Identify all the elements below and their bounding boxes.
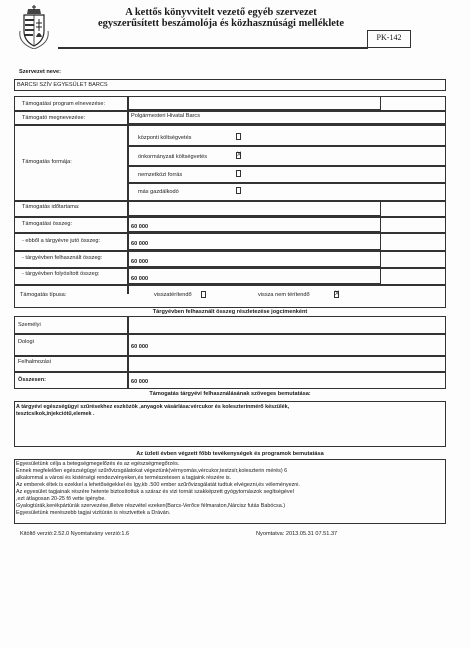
activity-line: Az egyesület tagjainak részére hetente biztosítottuk a száraz és vizi tornát szakképzett gyógytornászok segítségével xyxy=(16,489,294,495)
breakdown-value: 60 000 xyxy=(131,344,149,350)
form-option-checkbox[interactable] xyxy=(236,170,241,177)
donor-value: Polgármesteri Hivatal Barcs xyxy=(131,113,201,119)
header-rule xyxy=(58,47,368,49)
row-line xyxy=(14,371,446,373)
form-option-checkbox[interactable]: X xyxy=(237,152,242,158)
activity-line: Ennek megfelelően egészségügyi szűrővizsgálatokat végeztünk(vérnyomás,vércukor,testzsír,koleszterin mérés) 6 xyxy=(16,468,288,474)
year-share-field xyxy=(127,232,381,250)
donor-label: Támogató megnevezése: xyxy=(22,115,86,121)
duration-label: Támogatás időtartama: xyxy=(22,204,80,210)
footer-printed: Nyomtatva: 2013.05.31 07.51.37 xyxy=(256,531,338,537)
breakdown-table xyxy=(14,316,446,389)
row-line xyxy=(127,165,446,167)
form-code: PK-142 xyxy=(376,33,402,42)
total-label: Összesen: xyxy=(18,377,46,383)
amount-field xyxy=(127,216,381,232)
used-field xyxy=(127,250,381,267)
activity-line: Gyalogtúrák,kerékpártúrák szervezése,illetve részvétel ezeken(Barcs-Verőce félmaraton,Nárcisz futás Babócsa.) xyxy=(16,503,286,509)
usage-line: A tárgyévi egészségügyi szűrésekhez eszközök ,anyagok vásárlása:vércukor és koleszterinmérő készülék, xyxy=(16,404,290,410)
type-label: Támogatás típusa: xyxy=(20,292,67,298)
used-value: 60 000 xyxy=(131,259,149,265)
row-line xyxy=(127,145,446,147)
usage-line: tesztcsíkok,injekciótű,elemek . xyxy=(16,411,95,417)
form-option-label: önkormányzati költségvetés xyxy=(138,154,208,160)
row-line xyxy=(14,284,446,286)
footer-versions: Kitöltő verzió:2.52.0 Nyomtatvány verzió:1.6 xyxy=(20,531,130,537)
activity-line: Egyesületünk célja a betegségmegelőzés és az egészségmegőrzés. xyxy=(16,461,180,467)
activity-line: Az emberek éltek is ezekkel a lehetőségekkel és így,kb .500 ember szűrővizsgálatát tudtuk elvégezni,és véleményezni. xyxy=(16,482,300,488)
type-nonreturnable-checkbox[interactable]: X xyxy=(335,291,340,297)
type-nonreturnable-label: vissza nem térítendő xyxy=(258,292,310,298)
form-option-checkbox[interactable] xyxy=(236,187,241,194)
year-share-label: - ebből a tárgyévre jutó összeg: xyxy=(22,238,101,244)
support-form-label: Támogatás formája: xyxy=(22,159,72,165)
year-share-value: 60 000 xyxy=(131,241,149,247)
type-returnable-checkbox[interactable] xyxy=(201,291,206,298)
activity-line: ,ezt átlagosan 20-25 fő vette igénybe. xyxy=(16,496,106,502)
org-name-label: Szervezet neve: xyxy=(19,69,61,75)
breakdown-title: Tárgyévben felhasznált összeg részletezése jogcímenként xyxy=(152,309,308,315)
form-title xyxy=(72,7,370,29)
paid-value: 60 000 xyxy=(131,276,149,282)
form-title-line1: A kettős könyvvitelt vezető egyéb szervezet xyxy=(125,7,317,18)
paid-label: - tárgyévben folyósított összeg: xyxy=(22,271,100,277)
form-option-label: nemzetközi forrás xyxy=(138,172,183,178)
form-title-line2: egyszerűsített beszámolója és közhasznúsági melléklete xyxy=(97,18,345,29)
org-name-value: BARCSI SZÍV EGYESÜLET BARCS xyxy=(17,82,108,88)
used-label: - tárgyévben felhasznált összeg: xyxy=(22,255,103,261)
row-line xyxy=(127,182,446,184)
amount-label: Támogatási összeg: xyxy=(22,221,73,227)
usage-title: Támogatás tárgyévi felhasználásának szöveges bemutatása: xyxy=(149,391,311,397)
breakdown-divider xyxy=(127,316,129,389)
paid-field xyxy=(127,267,381,284)
duration-field xyxy=(127,200,381,216)
breakdown-label: Dologi xyxy=(18,339,34,345)
activities-title: Az üzleti évben végzett főbb tevékenységek és programok bemutatása xyxy=(136,451,324,457)
amount-value: 60 000 xyxy=(131,224,149,230)
row-line xyxy=(14,355,446,357)
row-line xyxy=(14,333,446,335)
form-option-label: más gazdálkodó xyxy=(138,189,179,195)
activity-line: Egyesületünk merészebb tagjai vizitúrán is résztvettek a Dráván. xyxy=(16,510,171,516)
breakdown-label: Felhalmozási xyxy=(18,359,51,365)
program-label: Támogatási program elnevezése: xyxy=(22,101,106,107)
breakdown-label: Személyi xyxy=(18,322,41,328)
form-option-label: központi költségvetés xyxy=(138,135,192,141)
type-returnable-label: visszatérítendő xyxy=(154,292,192,298)
program-field xyxy=(127,96,381,110)
form-option-checkbox[interactable] xyxy=(236,133,241,140)
coat-of-arms-icon xyxy=(14,5,54,49)
activity-line: alkalommal a városi és kistérségi rendezvényeken,és természetesen a tagjaink részére is. xyxy=(16,475,232,481)
total-value: 60 000 xyxy=(131,379,149,385)
row-line xyxy=(14,124,446,126)
